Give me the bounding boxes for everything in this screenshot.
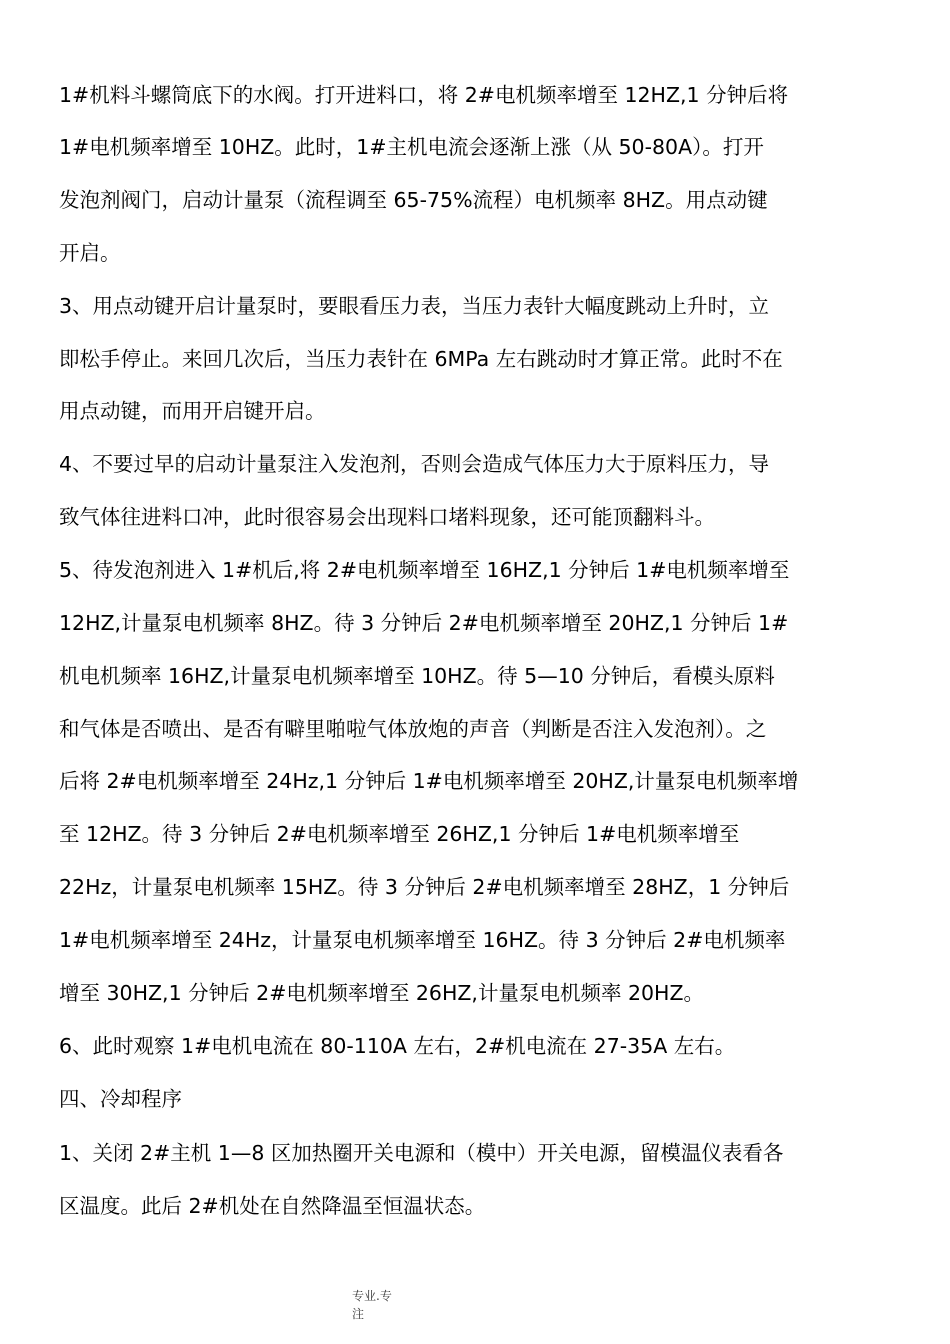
text-line: 至 12HZ。待 3 分钟后 2#电机频率增至 26HZ,1 分钟后 1#电机频率增至 [59, 822, 740, 846]
text-line: 发泡剂阀门，启动计量泵（流程调至 65-75%流程）电机频率 8HZ。用点动键 [59, 188, 768, 212]
text-line: 22Hz，计量泵电机频率 15HZ。待 3 分钟后 2#电机频率增至 28HZ，1 分钟后 [59, 875, 790, 899]
text-line: 开启。 [59, 241, 121, 265]
text-line: 致气体往进料口冲，此时很容易会出现料口堵料现象，还可能顶翻料斗。 [59, 505, 715, 529]
text-line: 6、此时观察 1#电机电流在 80-110A 左右，2#机电流在 27-35A 左右。 [59, 1034, 736, 1058]
text-line: 3、用点动键开启计量泵时，要眼看压力表，当压力表针大幅度跳动上升时，立 [59, 294, 770, 318]
text-line: 和气体是否喷出、是否有噼里啪啦气体放炮的声音（判断是否注入发泡剂）。之 [59, 717, 767, 741]
section-heading: 四、冷却程序 [59, 1087, 182, 1111]
text-line: 后将 2#电机频率增至 24Hz,1 分钟后 1#电机频率增至 20HZ,计量泵电机频率增 [59, 769, 799, 793]
text-line: 5、待发泡剂进入 1#机后,将 2#电机频率增至 16HZ,1 分钟后 1#电机频率增至 [59, 558, 790, 582]
footer-text: 专业.专 [352, 1289, 392, 1303]
text-line: 区温度。此后 2#机处在自然降温至恒温状态。 [59, 1194, 486, 1218]
text-line: 1#机料斗螺筒底下的水阀。打开进料口，将 2#电机频率增至 12HZ,1 分钟后将 [59, 83, 789, 107]
text-line: 1#电机频率增至 24Hz，计量泵电机频率增至 16HZ。待 3 分钟后 2#电机频率 [59, 928, 786, 952]
text-line: 4、不要过早的启动计量泵注入发泡剂，否则会造成气体压力大于原料压力，导 [59, 452, 770, 476]
text-line: 即松手停止。来回几次后，当压力表针在 6MPa 左右跳动时才算正常。此时不在 [59, 347, 783, 371]
text-line: 1、关闭 2#主机 1—8 区加热圈开关电源和（模中）开关电源，留模温仪表看各 [59, 1141, 784, 1165]
text-line: 机电机频率 16HZ,计量泵电机频率增至 10HZ。待 5—10 分钟后，看模头原料 [59, 664, 775, 688]
text-line: 12HZ,计量泵电机频率 8HZ。待 3 分钟后 2#电机频率增至 20HZ,1 分钟后 1# [59, 611, 789, 635]
text-line: 用点动键，而用开启键开启。 [59, 399, 326, 423]
text-line: 增至 30HZ,1 分钟后 2#电机频率增至 26HZ,计量泵电机频率 20HZ。 [59, 981, 705, 1005]
footer-text: 注 [352, 1307, 365, 1321]
text-line: 1#电机频率增至 10HZ。此时，1#主机电流会逐渐上涨（从 50-80A）。打开 [59, 135, 764, 159]
